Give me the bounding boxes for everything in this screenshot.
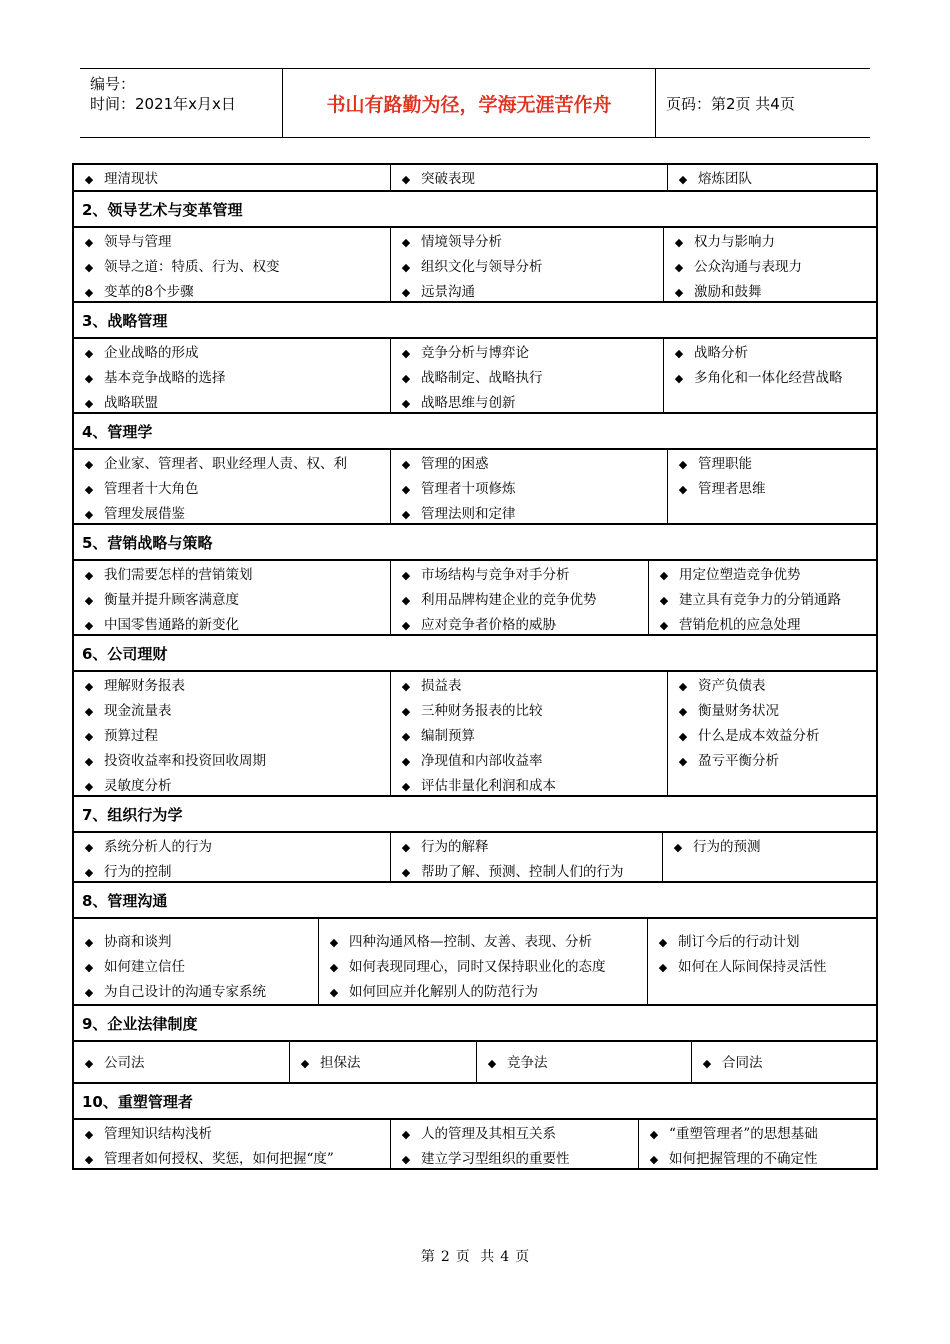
- table-cell: [691, 1042, 876, 1082]
- motto: 书山有路勤为径，学海无涯苦作舟: [283, 69, 656, 137]
- diamond-bullet-icon: ◆: [401, 866, 411, 879]
- table-cell: [390, 1120, 638, 1168]
- list-item: [74, 366, 390, 391]
- diamond-bullet-icon: ◆: [84, 780, 94, 793]
- diamond-bullet-icon: ◆: [659, 569, 669, 582]
- item-text: 竞争分析与博弈论: [421, 345, 529, 361]
- diamond-bullet-icon: ◆: [84, 372, 94, 385]
- table-cell: [74, 1120, 390, 1168]
- diamond-bullet-icon: ◆: [329, 986, 339, 999]
- list-item: [290, 1051, 476, 1076]
- item-text: 净现值和内部收益率: [421, 753, 543, 769]
- item-text: 变革的8个步骤: [104, 284, 194, 300]
- item-text: 行为的控制: [104, 864, 172, 880]
- list-item: [74, 835, 390, 860]
- list-item: [649, 588, 876, 613]
- table-row: [74, 226, 876, 301]
- item-text: 我们需要怎样的营销策划: [104, 567, 253, 583]
- list-item: [391, 588, 648, 613]
- list-item: [74, 980, 318, 1005]
- list-item: [668, 167, 876, 192]
- diamond-bullet-icon: ◆: [401, 483, 411, 496]
- diamond-bullet-icon: ◆: [678, 173, 688, 186]
- list-item: [664, 366, 876, 391]
- diamond-bullet-icon: ◆: [84, 1057, 94, 1070]
- list-item: [391, 563, 648, 588]
- section-title: 5、营销战略与策略: [74, 523, 876, 559]
- item-text: 市场结构与竞争对手分析: [421, 567, 570, 583]
- table-cell: [74, 450, 390, 523]
- list-item: [668, 674, 876, 699]
- list-item: [74, 955, 318, 980]
- item-text: 协商和谈判: [104, 934, 172, 950]
- footer-total-prefix: 共: [480, 1249, 495, 1265]
- diamond-bullet-icon: ◆: [401, 730, 411, 743]
- list-item: [74, 749, 390, 774]
- item-text: 如何把握管理的不确定性: [669, 1151, 818, 1167]
- item-text: 编制预算: [421, 728, 475, 744]
- diamond-bullet-icon: ◆: [84, 866, 94, 879]
- diamond-bullet-icon: ◆: [329, 936, 339, 949]
- item-text: 战略联盟: [104, 395, 158, 411]
- table-cell: [74, 165, 390, 190]
- diamond-bullet-icon: ◆: [674, 347, 684, 360]
- list-item: [391, 1147, 638, 1172]
- diamond-bullet-icon: ◆: [84, 730, 94, 743]
- list-item: [391, 749, 667, 774]
- item-text: 权力与影响力: [694, 234, 775, 250]
- list-item: [664, 280, 876, 305]
- diamond-bullet-icon: ◆: [678, 458, 688, 471]
- list-item: [391, 502, 667, 527]
- table-cell: [74, 672, 390, 795]
- list-item: [477, 1051, 691, 1076]
- item-text: 管理者如何授权、奖惩，如何把握“度”: [104, 1151, 334, 1167]
- list-item: [74, 674, 390, 699]
- item-text: 远景沟通: [421, 284, 475, 300]
- list-item: [319, 955, 647, 980]
- list-item: [391, 774, 667, 799]
- diamond-bullet-icon: ◆: [84, 986, 94, 999]
- item-text: 企业战略的形成: [104, 345, 199, 361]
- item-text: 制订今后的行动计划: [678, 934, 800, 950]
- item-text: 用定位塑造竞争优势: [679, 567, 801, 583]
- section-title: 8、管理沟通: [74, 881, 876, 917]
- section-title: 4、管理学: [74, 412, 876, 448]
- table-cell: [667, 672, 876, 795]
- item-text: 管理者十项修炼: [421, 481, 516, 497]
- item-text: 资产负债表: [698, 678, 766, 694]
- table-row: [74, 670, 876, 795]
- list-item: [639, 1122, 876, 1147]
- item-text: 管理者思维: [698, 481, 766, 497]
- item-text: 现金流量表: [104, 703, 172, 719]
- section-title: 6、公司理财: [74, 634, 876, 670]
- list-item: [74, 563, 390, 588]
- header-meta: [80, 69, 283, 137]
- diamond-bullet-icon: ◆: [401, 780, 411, 793]
- diamond-bullet-icon: ◆: [84, 594, 94, 607]
- diamond-bullet-icon: ◆: [401, 347, 411, 360]
- diamond-bullet-icon: ◆: [401, 755, 411, 768]
- list-item: [74, 280, 390, 305]
- list-item: [391, 167, 667, 192]
- table-cell: [663, 228, 876, 301]
- diamond-bullet-icon: ◆: [84, 619, 94, 632]
- table-cell: [667, 165, 876, 190]
- item-text: 建立学习型组织的重要性: [421, 1151, 570, 1167]
- list-item: [74, 860, 390, 885]
- table-cell: [74, 919, 318, 1004]
- list-item: [391, 230, 663, 255]
- list-item: [391, 860, 662, 885]
- diamond-bullet-icon: ◆: [401, 1128, 411, 1141]
- list-item: [74, 1122, 390, 1147]
- diamond-bullet-icon: ◆: [401, 1153, 411, 1166]
- diamond-bullet-icon: ◆: [678, 705, 688, 718]
- item-text: 领导与管理: [104, 234, 172, 250]
- table-cell: [74, 1042, 289, 1082]
- diamond-bullet-icon: ◆: [401, 594, 411, 607]
- list-item: [391, 674, 667, 699]
- list-item: [663, 835, 876, 860]
- list-item: [649, 563, 876, 588]
- section-title: 7、组织行为学: [74, 795, 876, 831]
- list-item: [649, 613, 876, 638]
- list-item: [664, 255, 876, 280]
- diamond-bullet-icon: ◆: [674, 236, 684, 249]
- diamond-bullet-icon: ◆: [678, 730, 688, 743]
- item-text: 公司法: [104, 1055, 145, 1071]
- table-cell: [648, 561, 876, 634]
- table-row: [74, 917, 876, 1004]
- page-label: 页码：第2页 共4页: [666, 94, 795, 113]
- diamond-bullet-icon: ◆: [401, 261, 411, 274]
- list-item: [319, 930, 647, 955]
- item-text: 领导之道：特质、行为、权变: [104, 259, 280, 275]
- diamond-bullet-icon: ◆: [84, 1128, 94, 1141]
- diamond-bullet-icon: ◆: [329, 961, 339, 974]
- item-text: 帮助了解、预测、控制人们的行为: [421, 864, 624, 880]
- item-text: 理解财务报表: [104, 678, 185, 694]
- item-text: 损益表: [421, 678, 462, 694]
- item-text: 投资收益率和投资回收周期: [104, 753, 266, 769]
- footer-prefix: 第: [420, 1249, 435, 1265]
- item-text: 评估非量化利润和成本: [421, 778, 556, 794]
- diamond-bullet-icon: ◆: [84, 286, 94, 299]
- table-row: [74, 448, 876, 523]
- list-item: [648, 930, 876, 955]
- list-item: [74, 502, 390, 527]
- table-cell: [74, 561, 390, 634]
- item-text: 如何回应并化解别人的防范行为: [349, 984, 538, 1000]
- diamond-bullet-icon: ◆: [674, 372, 684, 385]
- diamond-bullet-icon: ◆: [84, 173, 94, 186]
- diamond-bullet-icon: ◆: [678, 680, 688, 693]
- item-text: 突破表现: [421, 171, 475, 187]
- item-text: 战略思维与创新: [421, 395, 516, 411]
- item-text: 如何表现同理心，同时又保持职业化的态度: [349, 959, 606, 975]
- item-text: 管理的困惑: [421, 456, 489, 472]
- diamond-bullet-icon: ◆: [84, 680, 94, 693]
- item-text: 战略分析: [694, 345, 748, 361]
- diamond-bullet-icon: ◆: [84, 261, 94, 274]
- item-text: 情境领导分析: [421, 234, 502, 250]
- item-text: 组织文化与领导分析: [421, 259, 543, 275]
- footer-page: 2: [440, 1249, 450, 1265]
- item-text: 基本竞争战略的选择: [104, 370, 226, 386]
- number-label: 编号：: [90, 75, 136, 93]
- list-item: [391, 366, 663, 391]
- list-item: [74, 588, 390, 613]
- table-row: [74, 559, 876, 634]
- list-item: [391, 699, 667, 724]
- list-item: [74, 774, 390, 799]
- diamond-bullet-icon: ◆: [658, 961, 668, 974]
- item-text: 为自己设计的沟通专家系统: [104, 984, 266, 1000]
- item-text: 三种财务报表的比较: [421, 703, 543, 719]
- table-cell: [663, 339, 876, 412]
- item-text: 四种沟通风格—控制、友善、表现、分析: [349, 934, 592, 950]
- diamond-bullet-icon: ◆: [702, 1057, 712, 1070]
- table-cell: [74, 339, 390, 412]
- item-text: 营销危机的应急处理: [679, 617, 801, 633]
- list-item: [74, 1147, 390, 1172]
- list-item: [74, 255, 390, 280]
- list-item: [74, 341, 390, 366]
- item-text: 如何在人际间保持灵活性: [678, 959, 827, 975]
- item-text: 什么是成本效益分析: [698, 728, 820, 744]
- item-text: 战略制定、战略执行: [421, 370, 543, 386]
- table-cell: [647, 919, 876, 1004]
- item-text: 如何建立信任: [104, 959, 185, 975]
- list-item: [391, 452, 667, 477]
- table-row: [74, 831, 876, 881]
- table-row: [74, 1040, 876, 1082]
- list-item: [74, 930, 318, 955]
- table-cell: [390, 833, 662, 881]
- item-text: 熔炼团队: [698, 171, 752, 187]
- table-row: [74, 165, 876, 190]
- section-title: 2、领导艺术与变革管理: [74, 190, 876, 226]
- item-text: 合同法: [722, 1055, 763, 1071]
- footer-total: 4: [500, 1249, 510, 1265]
- diamond-bullet-icon: ◆: [84, 458, 94, 471]
- table-cell: [390, 228, 663, 301]
- footer-page-unit: 页: [455, 1249, 470, 1265]
- diamond-bullet-icon: ◆: [84, 483, 94, 496]
- diamond-bullet-icon: ◆: [84, 755, 94, 768]
- list-item: [74, 699, 390, 724]
- diamond-bullet-icon: ◆: [84, 841, 94, 854]
- list-item: [74, 724, 390, 749]
- item-text: 灵敏度分析: [104, 778, 172, 794]
- date-label: 时间：2021年x月x日: [90, 95, 236, 113]
- table-cell: [390, 450, 667, 523]
- table-cell: [662, 833, 876, 881]
- item-text: 竞争法: [507, 1055, 548, 1071]
- diamond-bullet-icon: ◆: [300, 1057, 310, 1070]
- course-table: [72, 163, 878, 1170]
- diamond-bullet-icon: ◆: [674, 286, 684, 299]
- item-text: 中国零售通路的新变化: [104, 617, 239, 633]
- item-text: 理清现状: [104, 171, 158, 187]
- table-cell: [390, 339, 663, 412]
- diamond-bullet-icon: ◆: [678, 755, 688, 768]
- table-cell: [74, 833, 390, 881]
- table-row: [74, 337, 876, 412]
- diamond-bullet-icon: ◆: [674, 261, 684, 274]
- diamond-bullet-icon: ◆: [401, 619, 411, 632]
- list-item: [74, 230, 390, 255]
- diamond-bullet-icon: ◆: [659, 594, 669, 607]
- list-item: [391, 391, 663, 416]
- page-header: [80, 68, 870, 138]
- diamond-bullet-icon: ◆: [649, 1128, 659, 1141]
- item-text: 利用品牌构建企业的竞争优势: [421, 592, 597, 608]
- item-text: 管理法则和定律: [421, 506, 516, 522]
- item-text: 建立具有竞争力的分销通路: [679, 592, 841, 608]
- list-item: [391, 724, 667, 749]
- list-item: [74, 167, 390, 192]
- list-item: [668, 724, 876, 749]
- list-item: [391, 341, 663, 366]
- table-cell: [390, 672, 667, 795]
- section-title: 3、战略管理: [74, 301, 876, 337]
- item-text: 预算过程: [104, 728, 158, 744]
- diamond-bullet-icon: ◆: [401, 397, 411, 410]
- list-item: [391, 255, 663, 280]
- list-item: [391, 835, 662, 860]
- diamond-bullet-icon: ◆: [401, 173, 411, 186]
- list-item: [668, 477, 876, 502]
- diamond-bullet-icon: ◆: [84, 397, 94, 410]
- item-text: 系统分析人的行为: [104, 839, 212, 855]
- list-item: [668, 452, 876, 477]
- list-item: [668, 699, 876, 724]
- list-item: [668, 749, 876, 774]
- diamond-bullet-icon: ◆: [401, 458, 411, 471]
- table-cell: [638, 1120, 876, 1168]
- item-text: 多角化和一体化经营战略: [694, 370, 843, 386]
- item-text: 公众沟通与表现力: [694, 259, 802, 275]
- table-cell: [318, 919, 647, 1004]
- diamond-bullet-icon: ◆: [401, 236, 411, 249]
- diamond-bullet-icon: ◆: [84, 236, 94, 249]
- item-text: 管理职能: [698, 456, 752, 472]
- diamond-bullet-icon: ◆: [673, 841, 683, 854]
- page-footer: [0, 1246, 950, 1266]
- diamond-bullet-icon: ◆: [401, 705, 411, 718]
- list-item: [74, 613, 390, 638]
- item-text: 管理者十大角色: [104, 481, 199, 497]
- diamond-bullet-icon: ◆: [84, 347, 94, 360]
- item-text: 行为的预测: [693, 839, 761, 855]
- item-text: 管理发展借鉴: [104, 506, 185, 522]
- section-title: 9、企业法律制度: [74, 1004, 876, 1040]
- list-item: [74, 391, 390, 416]
- item-text: “重塑管理者”的思想基础: [669, 1126, 818, 1142]
- diamond-bullet-icon: ◆: [401, 286, 411, 299]
- diamond-bullet-icon: ◆: [84, 569, 94, 582]
- list-item: [648, 955, 876, 980]
- list-item: [74, 477, 390, 502]
- table-cell: [390, 561, 648, 634]
- footer-total-unit: 页: [515, 1249, 530, 1265]
- list-item: [391, 477, 667, 502]
- diamond-bullet-icon: ◆: [678, 483, 688, 496]
- item-text: 管理知识结构浅析: [104, 1126, 212, 1142]
- diamond-bullet-icon: ◆: [401, 569, 411, 582]
- diamond-bullet-icon: ◆: [401, 372, 411, 385]
- diamond-bullet-icon: ◆: [658, 936, 668, 949]
- table-cell: [74, 228, 390, 301]
- section-title: 10、重塑管理者: [74, 1082, 876, 1118]
- diamond-bullet-icon: ◆: [84, 961, 94, 974]
- list-item: [74, 1051, 289, 1076]
- diamond-bullet-icon: ◆: [401, 841, 411, 854]
- item-text: 盈亏平衡分析: [698, 753, 779, 769]
- item-text: 人的管理及其相互关系: [421, 1126, 556, 1142]
- table-cell: [289, 1042, 476, 1082]
- item-text: 衡量并提升顾客满意度: [104, 592, 239, 608]
- table-row: [74, 1118, 876, 1168]
- table-cell: [390, 165, 667, 190]
- diamond-bullet-icon: ◆: [401, 508, 411, 521]
- diamond-bullet-icon: ◆: [84, 936, 94, 949]
- diamond-bullet-icon: ◆: [487, 1057, 497, 1070]
- table-cell: [476, 1042, 691, 1082]
- item-text: 行为的解释: [421, 839, 489, 855]
- list-item: [664, 341, 876, 366]
- list-item: [74, 452, 390, 477]
- table-cell: [667, 450, 876, 523]
- item-text: 应对竞争者价格的威胁: [421, 617, 556, 633]
- diamond-bullet-icon: ◆: [649, 1153, 659, 1166]
- list-item: [391, 280, 663, 305]
- item-text: 担保法: [320, 1055, 361, 1071]
- diamond-bullet-icon: ◆: [659, 619, 669, 632]
- diamond-bullet-icon: ◆: [84, 508, 94, 521]
- item-text: 衡量财务状况: [698, 703, 779, 719]
- list-item: [391, 613, 648, 638]
- diamond-bullet-icon: ◆: [84, 705, 94, 718]
- list-item: [391, 1122, 638, 1147]
- diamond-bullet-icon: ◆: [401, 680, 411, 693]
- list-item: [319, 980, 647, 1005]
- diamond-bullet-icon: ◆: [84, 1153, 94, 1166]
- item-text: 企业家、管理者、职业经理人责、权、利: [104, 456, 347, 472]
- list-item: [639, 1147, 876, 1172]
- item-text: 激励和鼓舞: [694, 284, 762, 300]
- list-item: [664, 230, 876, 255]
- list-item: [692, 1051, 876, 1076]
